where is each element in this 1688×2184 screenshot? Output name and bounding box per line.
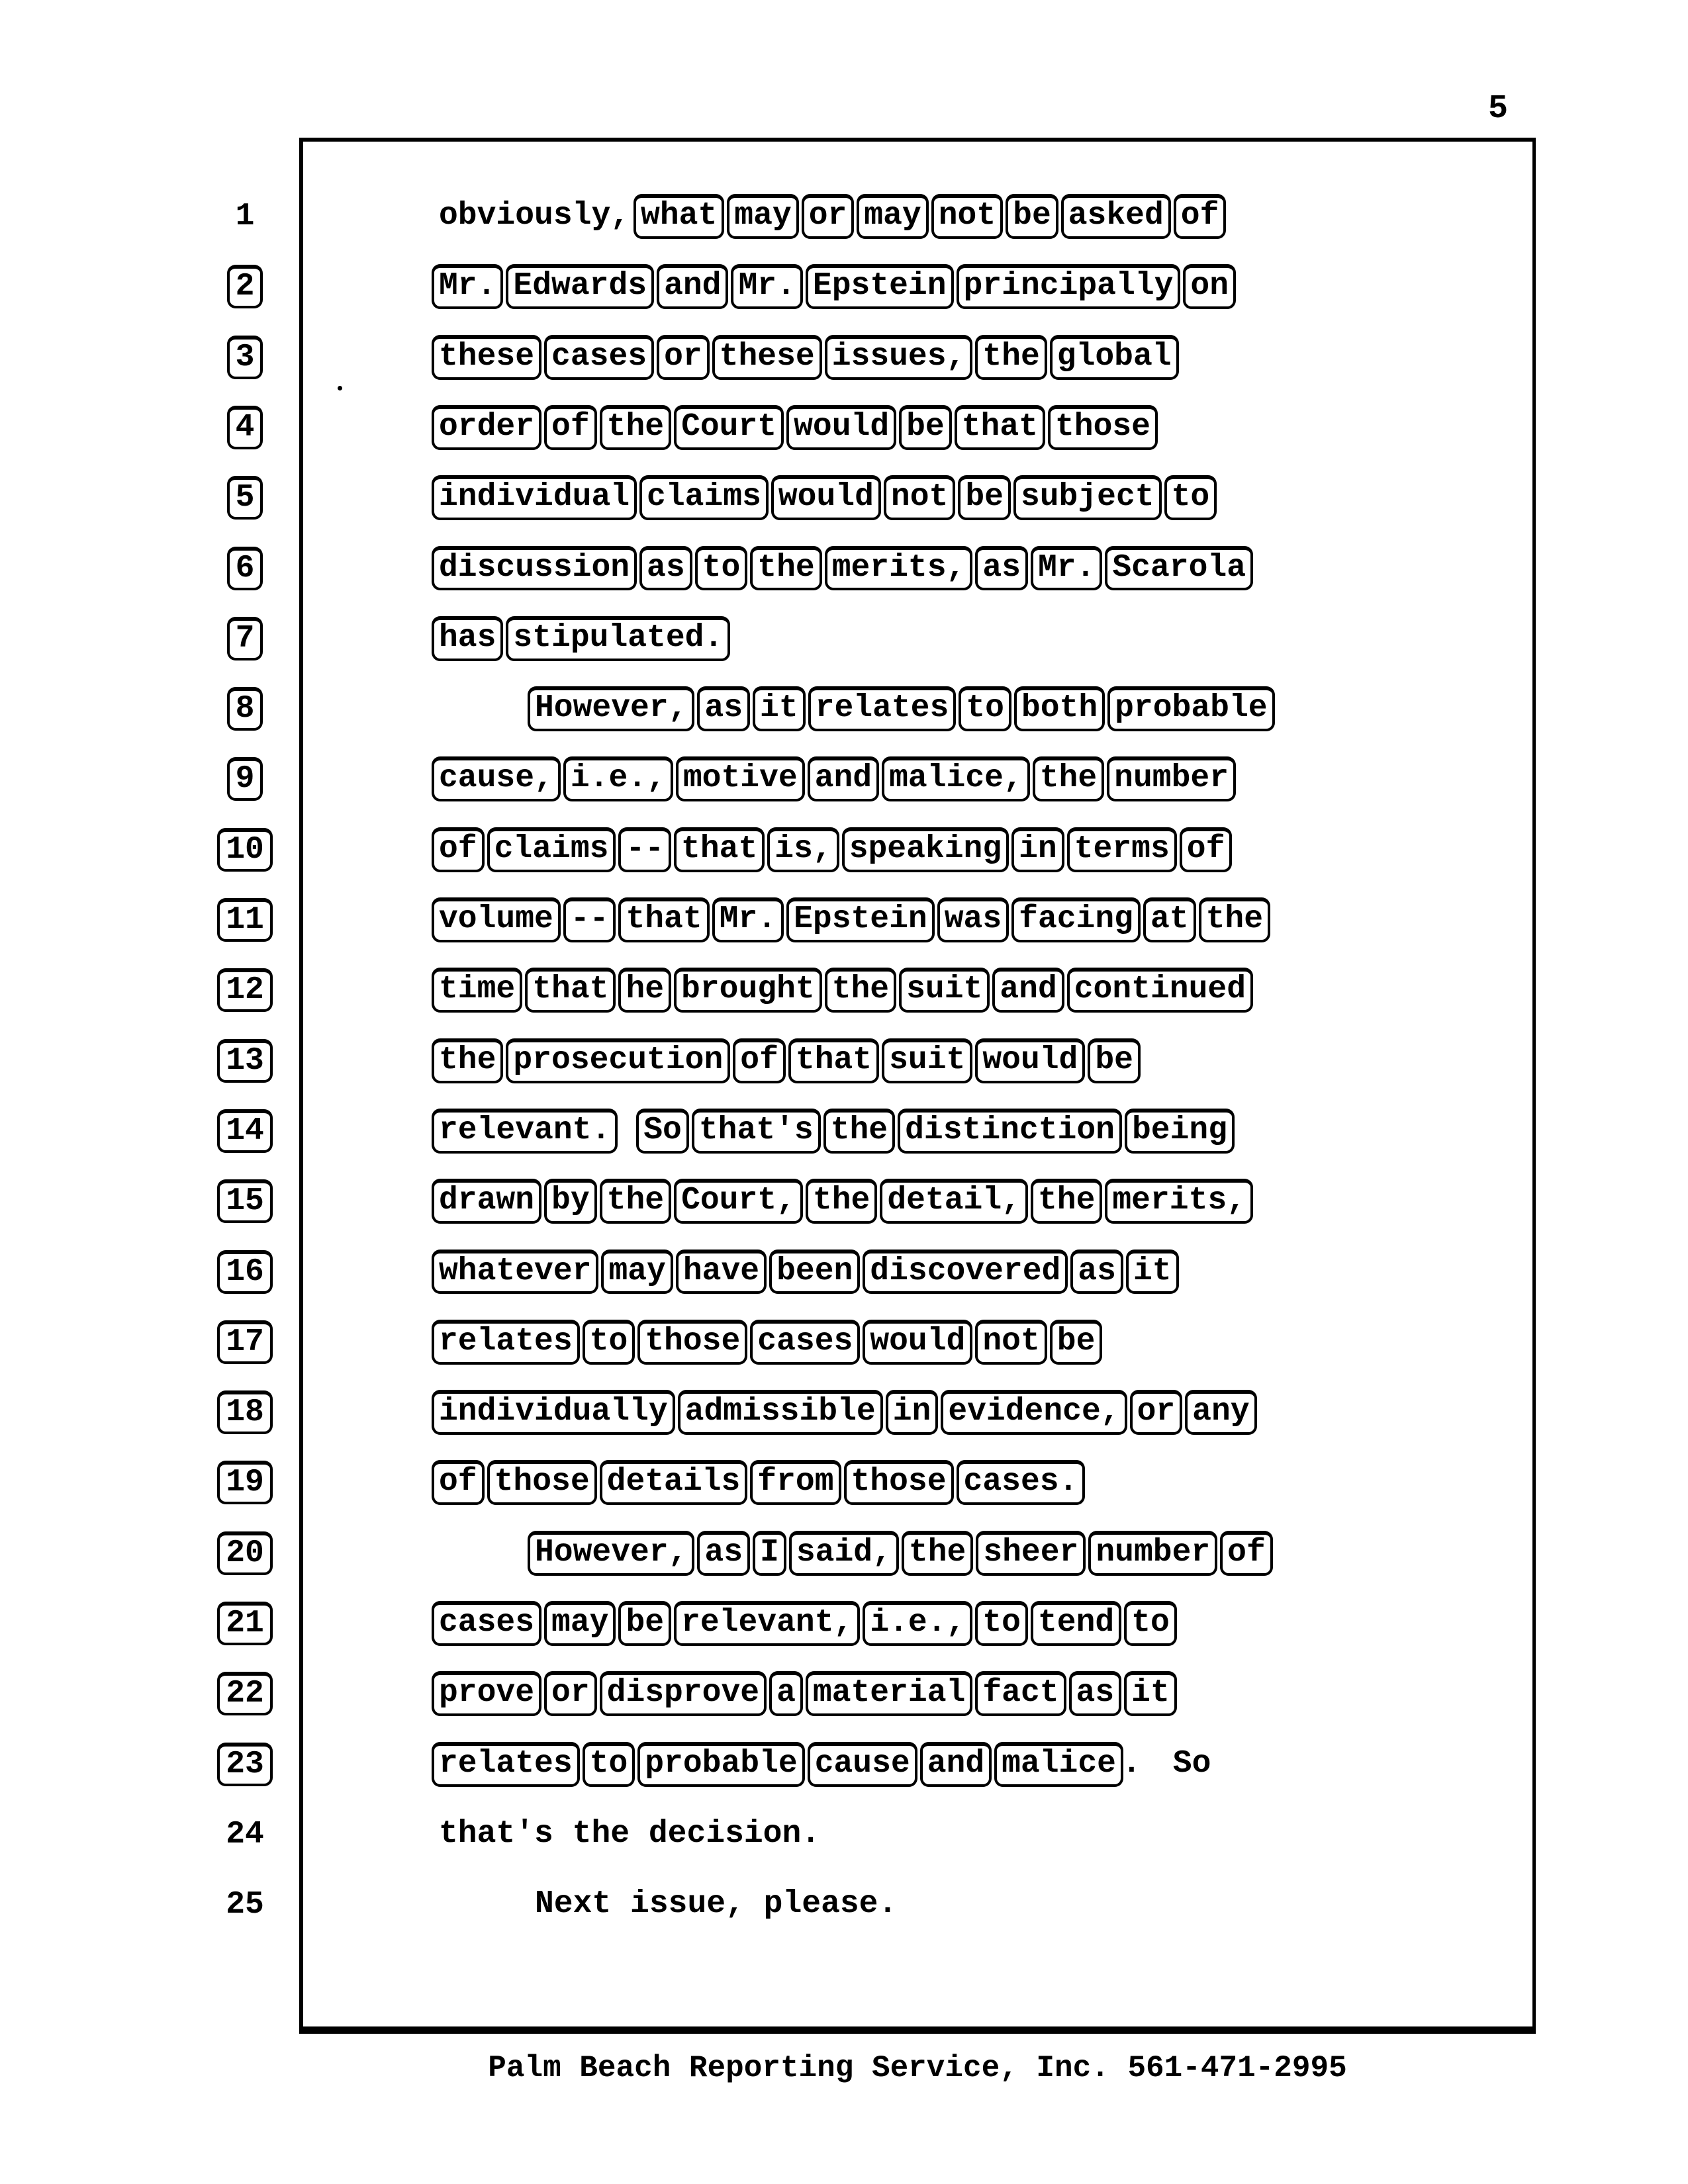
boxed-word: of — [432, 1460, 485, 1505]
boxed-line-number: 18 — [217, 1390, 273, 1434]
boxed-word: that's — [692, 1109, 821, 1154]
boxed-word: drawn — [432, 1179, 541, 1224]
boxed-word: and — [808, 756, 879, 801]
line-text — [430, 1166, 1254, 1236]
transcript-line — [0, 604, 1688, 674]
boxed-line-number: 9 — [227, 757, 263, 801]
transcript-line — [0, 181, 1688, 251]
boxed-word: number — [1107, 756, 1236, 801]
boxed-word: may — [601, 1250, 673, 1295]
boxed-word: the — [432, 1038, 503, 1083]
boxed-word: sheer — [976, 1531, 1086, 1576]
boxed-word: the — [750, 546, 821, 591]
line-text — [430, 1377, 1258, 1447]
boxed-line-number: 14 — [217, 1109, 273, 1153]
boxed-word: the — [823, 1109, 895, 1154]
boxed-word: to — [1124, 1601, 1177, 1646]
boxed-word: it — [1126, 1250, 1179, 1295]
boxed-word: was — [937, 897, 1009, 942]
boxed-word: as — [697, 686, 750, 731]
boxed-word: a — [769, 1671, 803, 1716]
boxed-word: that — [955, 405, 1045, 450]
boxed-word: suit — [882, 1038, 972, 1083]
boxed-word: is, — [767, 827, 839, 872]
boxed-word: speaking — [842, 827, 1009, 872]
boxed-word: to — [583, 1742, 635, 1787]
boxed-word: or — [1130, 1390, 1183, 1435]
boxed-word: relates — [432, 1320, 580, 1365]
line-text — [526, 1518, 1274, 1588]
transcript-line — [0, 1799, 1688, 1870]
boxed-word: of — [432, 827, 485, 872]
boxed-word: those — [1048, 405, 1158, 450]
page-number: 5 — [1488, 90, 1509, 128]
boxed-line-number: 19 — [217, 1461, 273, 1504]
boxed-word: So — [636, 1109, 689, 1154]
boxed-word: not — [931, 194, 1003, 239]
line-number: 25 — [226, 1887, 264, 1923]
boxed-word: of — [1174, 194, 1227, 239]
boxed-word: discovered — [863, 1250, 1068, 1295]
line-number-column — [199, 533, 291, 604]
line-text — [430, 1237, 1180, 1307]
boxed-word: in — [886, 1390, 939, 1435]
line-number-column — [199, 674, 291, 744]
line-number-column — [199, 815, 291, 885]
transcript-line — [0, 1166, 1688, 1236]
line-text — [430, 815, 1233, 885]
boxed-word: i.e., — [863, 1601, 972, 1646]
boxed-word: to — [975, 1601, 1028, 1646]
boxed-word: these — [432, 335, 541, 380]
boxed-word: cases — [544, 335, 654, 380]
line-number-column — [199, 1237, 291, 1307]
boxed-word: material — [806, 1671, 972, 1716]
boxed-word: However, — [528, 686, 694, 731]
transcript-line — [0, 322, 1688, 392]
transcript-line — [0, 815, 1688, 885]
boxed-word: cases. — [957, 1460, 1086, 1505]
line-text — [430, 885, 1272, 955]
boxed-word: principally — [957, 264, 1181, 309]
line-number-column — [199, 955, 291, 1025]
boxed-word: cause, — [432, 756, 561, 801]
boxed-word: those — [487, 1460, 597, 1505]
transcript-line — [0, 1237, 1688, 1307]
boxed-word: terms — [1067, 827, 1177, 872]
boxed-word: i.e., — [563, 756, 673, 801]
boxed-word: in — [1011, 827, 1064, 872]
transcript-line — [0, 885, 1688, 955]
boxed-word: However, — [528, 1531, 694, 1576]
line-text — [430, 1307, 1103, 1377]
boxed-word: these — [712, 335, 822, 380]
transcript-line — [0, 1307, 1688, 1377]
boxed-word: Court — [674, 405, 784, 450]
boxed-word: discussion — [432, 546, 637, 591]
line-number-column — [199, 251, 291, 322]
line-number-column — [199, 1026, 291, 1096]
line-text — [430, 604, 731, 674]
boxed-word: both — [1014, 686, 1105, 731]
boxed-word: merits, — [1105, 1179, 1253, 1224]
boxed-word: the — [600, 1179, 671, 1224]
word: that's the decision. — [439, 1815, 821, 1852]
transcript-line — [0, 1518, 1688, 1588]
transcript-line — [0, 1026, 1688, 1096]
boxed-word: the — [600, 405, 671, 450]
boxed-word: issues, — [825, 335, 973, 380]
boxed-word: the — [1031, 1179, 1102, 1224]
boxed-word: from — [750, 1460, 841, 1505]
boxed-word: of — [544, 405, 597, 450]
boxed-line-number: 10 — [217, 828, 273, 872]
boxed-word: global — [1050, 335, 1179, 380]
boxed-line-number: 16 — [217, 1250, 273, 1294]
boxed-word: any — [1185, 1390, 1256, 1435]
boxed-word: and — [992, 968, 1064, 1013]
boxed-line-number: 12 — [217, 968, 273, 1012]
line-text — [430, 1447, 1086, 1518]
boxed-word: of — [1220, 1531, 1273, 1576]
boxed-word: merits, — [825, 546, 973, 591]
boxed-word: the — [975, 335, 1047, 380]
boxed-word: as — [975, 546, 1028, 591]
line-number-column — [199, 1166, 291, 1236]
boxed-word: the — [825, 968, 896, 1013]
line-number-column — [199, 1447, 291, 1518]
line-number-column — [199, 322, 291, 392]
word: obviously, — [439, 198, 630, 234]
line-number-column — [199, 1588, 291, 1659]
boxed-word: I — [753, 1531, 786, 1576]
line-number-column — [199, 604, 291, 674]
boxed-word: details — [600, 1460, 748, 1505]
boxed-word: relates — [808, 686, 957, 731]
boxed-word: that — [788, 1038, 879, 1083]
boxed-word: Mr. — [731, 264, 802, 309]
boxed-word: or — [802, 194, 855, 239]
line-text — [430, 1026, 1142, 1096]
boxed-word: or — [657, 335, 710, 380]
transcript-line — [0, 1870, 1688, 1940]
line-number-column — [199, 1870, 291, 1940]
boxed-word: the — [806, 1179, 877, 1224]
line-number-column — [199, 1729, 291, 1799]
boxed-word: be — [899, 405, 952, 450]
transcript-line — [0, 463, 1688, 533]
line-text — [430, 1588, 1178, 1659]
boxed-word: evidence, — [941, 1390, 1127, 1435]
boxed-line-number: 17 — [217, 1320, 273, 1364]
line-number: 24 — [226, 1816, 264, 1852]
boxed-word: time — [432, 968, 522, 1013]
boxed-word: Scarola — [1105, 546, 1253, 591]
boxed-word: that — [674, 827, 765, 872]
boxed-word: what — [633, 194, 724, 239]
line-number-column — [199, 463, 291, 533]
boxed-word: whatever — [432, 1250, 598, 1295]
transcript-line — [0, 1377, 1688, 1447]
boxed-word: distinction — [898, 1109, 1122, 1154]
boxed-word: of — [1180, 827, 1233, 872]
line-text — [430, 744, 1237, 814]
boxed-word: those — [637, 1320, 747, 1365]
line-text — [526, 674, 1276, 744]
line-number-column — [199, 1518, 291, 1588]
boxed-word: prove — [432, 1671, 541, 1716]
line-number: 1 — [235, 199, 255, 234]
boxed-word: cases — [432, 1601, 541, 1646]
boxed-word: and — [657, 264, 728, 309]
word: Next issue, please. — [535, 1886, 898, 1923]
line-text — [430, 955, 1254, 1025]
boxed-word: to — [583, 1320, 635, 1365]
boxed-line-number: 13 — [217, 1039, 273, 1083]
transcript-line — [0, 744, 1688, 814]
boxed-word: individually — [432, 1390, 675, 1435]
boxed-word: order — [432, 405, 541, 450]
boxed-word: -- — [563, 897, 616, 942]
word: . — [1121, 1745, 1141, 1782]
line-text — [430, 392, 1159, 463]
boxed-word: tend — [1031, 1601, 1121, 1646]
boxed-line-number: 23 — [217, 1743, 273, 1786]
line-number-column — [199, 392, 291, 463]
boxed-word: be — [1006, 194, 1058, 239]
boxed-word: disprove — [600, 1671, 767, 1716]
transcript-line — [0, 1659, 1688, 1729]
boxed-word: and — [920, 1742, 992, 1787]
transcript-line — [0, 1096, 1688, 1166]
line-text — [430, 1729, 1213, 1799]
boxed-line-number: 5 — [227, 476, 263, 520]
boxed-word: the — [1033, 756, 1104, 801]
line-number-column — [199, 1096, 291, 1166]
boxed-word: would — [863, 1320, 972, 1365]
boxed-word: be — [1088, 1038, 1141, 1083]
boxed-word: been — [769, 1250, 860, 1295]
boxed-word: brought — [674, 968, 822, 1013]
boxed-line-number: 6 — [227, 547, 263, 590]
boxed-word: Mr. — [712, 897, 784, 942]
boxed-word: Court, — [674, 1179, 803, 1224]
line-number-column — [199, 1377, 291, 1447]
boxed-word: relates — [432, 1742, 580, 1787]
boxed-line-number: 11 — [217, 898, 273, 942]
boxed-word: malice — [994, 1742, 1123, 1787]
line-number-column — [199, 1307, 291, 1377]
boxed-word: Epstein — [806, 264, 954, 309]
boxed-word: said, — [789, 1531, 899, 1576]
boxed-word: claims — [639, 475, 769, 520]
boxed-word: he — [618, 968, 671, 1013]
boxed-word: it — [1124, 1671, 1177, 1716]
boxed-word: be — [618, 1601, 671, 1646]
boxed-word: to — [959, 686, 1011, 731]
boxed-word: would — [975, 1038, 1085, 1083]
boxed-word: the — [1199, 897, 1270, 942]
boxed-line-number: 7 — [227, 617, 263, 660]
boxed-line-number: 3 — [227, 336, 263, 379]
boxed-word: as — [1069, 1671, 1122, 1716]
boxed-word: Mr. — [1031, 546, 1102, 591]
boxed-word: it — [753, 686, 806, 731]
boxed-line-number: 2 — [227, 265, 263, 308]
boxed-line-number: 4 — [227, 406, 263, 449]
line-text — [430, 463, 1218, 533]
boxed-word: suit — [899, 968, 990, 1013]
boxed-line-number: 20 — [217, 1531, 273, 1575]
boxed-word: admissible — [678, 1390, 883, 1435]
boxed-word: individual — [432, 475, 637, 520]
boxed-word: on — [1183, 264, 1236, 309]
boxed-word: relevant. — [432, 1109, 618, 1154]
boxed-word: volume — [432, 897, 561, 942]
boxed-word: or — [544, 1671, 597, 1716]
boxed-word: not — [975, 1320, 1047, 1365]
transcript-line — [0, 1588, 1688, 1659]
line-number-column — [199, 1659, 291, 1729]
boxed-line-number: 15 — [217, 1179, 273, 1223]
boxed-word: probable — [637, 1742, 804, 1787]
boxed-word: may — [727, 194, 798, 239]
transcript-line — [0, 674, 1688, 744]
boxed-word: to — [695, 546, 748, 591]
boxed-word: by — [544, 1179, 597, 1224]
boxed-word: would — [786, 405, 896, 450]
boxed-word: cause — [808, 1742, 917, 1787]
boxed-word: not — [884, 475, 955, 520]
boxed-word: the — [902, 1531, 973, 1576]
line-number-column — [199, 1799, 291, 1870]
boxed-word: continued — [1067, 968, 1253, 1013]
line-number-column — [199, 744, 291, 814]
line-text — [430, 322, 1180, 392]
boxed-word: relevant, — [674, 1601, 860, 1646]
boxed-word: prosecution — [506, 1038, 730, 1083]
boxed-word: cases — [750, 1320, 860, 1365]
boxed-word: Mr. — [432, 264, 503, 309]
boxed-word: being — [1125, 1109, 1235, 1154]
boxed-word: has — [432, 616, 503, 661]
boxed-word: that — [525, 968, 616, 1013]
boxed-word: be — [958, 475, 1011, 520]
line-number-column — [199, 181, 291, 251]
boxed-word: subject — [1013, 475, 1162, 520]
boxed-word: facing — [1011, 897, 1141, 942]
boxed-word: have — [676, 1250, 767, 1295]
boxed-word: claims — [487, 827, 616, 872]
line-text — [430, 533, 1254, 604]
boxed-word: would — [771, 475, 881, 520]
line-text — [430, 1799, 823, 1870]
boxed-word: malice, — [882, 756, 1030, 801]
boxed-word: probable — [1107, 686, 1274, 731]
transcript-line — [0, 1447, 1688, 1518]
boxed-word: asked — [1061, 194, 1171, 239]
line-text — [430, 1659, 1178, 1729]
boxed-line-number: 22 — [217, 1672, 273, 1715]
line-text — [430, 181, 1227, 251]
boxed-word: as — [697, 1531, 750, 1576]
boxed-word: may — [857, 194, 928, 239]
boxed-word: Edwards — [506, 264, 654, 309]
boxed-word: Epstein — [786, 897, 935, 942]
boxed-word: as — [639, 546, 692, 591]
boxed-word: stipulated. — [506, 616, 730, 661]
line-text — [430, 1096, 1236, 1166]
line-text — [430, 251, 1237, 322]
word: So — [1172, 1745, 1211, 1782]
boxed-word: be — [1050, 1320, 1103, 1365]
transcript-line — [0, 1729, 1688, 1799]
transcript-line — [0, 533, 1688, 604]
boxed-word: to — [1164, 475, 1217, 520]
boxed-line-number: 21 — [217, 1602, 273, 1645]
boxed-word: -- — [618, 827, 671, 872]
boxed-word: detail, — [880, 1179, 1028, 1224]
line-text — [526, 1870, 900, 1940]
boxed-line-number: 8 — [227, 687, 263, 731]
transcript-line — [0, 955, 1688, 1025]
line-number-column — [199, 885, 291, 955]
transcript-line — [0, 392, 1688, 463]
boxed-word: motive — [676, 756, 805, 801]
boxed-word: at — [1143, 897, 1196, 942]
boxed-word: as — [1070, 1250, 1123, 1295]
footer: Palm Beach Reporting Service, Inc. 561-471-2995 — [488, 2051, 1347, 2085]
boxed-word: of — [733, 1038, 786, 1083]
boxed-word: fact — [975, 1671, 1066, 1716]
boxed-word: that — [618, 897, 709, 942]
boxed-word: number — [1088, 1531, 1217, 1576]
boxed-word: those — [844, 1460, 954, 1505]
boxed-word: may — [544, 1601, 616, 1646]
transcript-line — [0, 251, 1688, 322]
